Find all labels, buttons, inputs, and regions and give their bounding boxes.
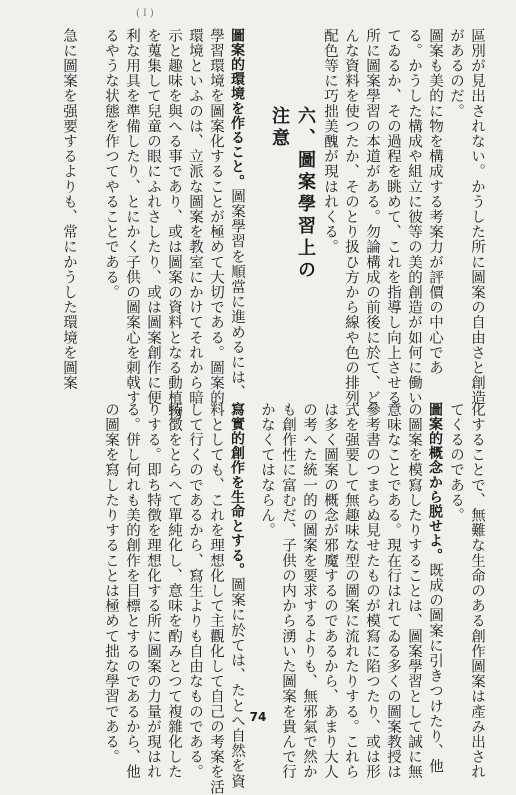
- text-column: 急に圖案を强要するよりも、常にかうした環境を圖案: [61, 28, 77, 391]
- text-column: [226, 28, 247, 401]
- text-column: の考へた統一的の圖案を要求するよりも、無邪氣で然か: [301, 402, 317, 780]
- text-column: は多く圖案の概念が邪魔するのであるから、あまり大人: [322, 402, 338, 780]
- text-column: があるのだ。: [448, 28, 464, 119]
- text-column: 料としても、これを理想化して主觀化して自己の考案を活: [208, 402, 224, 795]
- paragraph-label: 圖案的概念から脱せよ。: [427, 402, 443, 563]
- text-column: 意味なことである。現在行はれてゐる多くの圖案教授は: [385, 402, 401, 780]
- text-column: も創作性に富むだ、子供の内から湧いた圖案を貴んで行: [280, 402, 296, 780]
- section-heading: 六、圖案學習上の注意: [269, 106, 316, 282]
- text-column: りする。即ち特徴を理想化する所に圖案の力量が現はれ: [145, 402, 161, 780]
- text-column: を蒐集して兒童の眼にふれさしたり、或は圖案創作に便: [145, 28, 161, 406]
- text-column: 所に圖案學習の本道がある。勿論構成の前後に於て、ど: [364, 28, 380, 406]
- text-column: てくるのである。: [448, 402, 464, 523]
- text-column: 圖案も美的に物を構成する考案力が評價の中心であ: [427, 28, 443, 376]
- text-column: の圖案を寫したりすることは極めて拙な學習である。: [103, 402, 119, 765]
- text-column: して行くのであるから、寫生よりも自由なものである。: [187, 402, 203, 780]
- page-number: 74: [249, 710, 267, 724]
- text-column: 式を强要して無趣味な型の圖案に流れたりする。これら: [343, 402, 359, 780]
- text-column: る。併し何れも美的創作を目標とするのであるから、他: [124, 402, 140, 780]
- text-column: かなくてはならん。: [259, 402, 275, 538]
- paragraph-text: 圖案學習を順當に進めるには、: [229, 188, 245, 401]
- text-column: [226, 402, 247, 789]
- text-column: 利な用具を準備したり、とにかく子供の圖案心を刺戟す: [124, 28, 140, 406]
- text-column: 參考書のつまらぬ見せたものが模寫に陷つたり、或は形: [364, 402, 380, 780]
- text-column: 化することで、無難な生命のある創作圖案は產み出され: [469, 402, 485, 780]
- paragraph-label: 寫實的創作を生命とする。: [229, 402, 245, 578]
- text-column: る。かうした構成や組立に彼等の美的創造が如何に働い: [406, 28, 422, 406]
- text-column: 環境といふのは、立派な圖案を教室にかけてそれから暗: [187, 28, 203, 406]
- text-column: んな資料を使つたか、そのとり扱ひ方から線や色の排列: [343, 28, 359, 406]
- text-column: 特徴をとらへて單純化し、意味を酌みとつて複雜化した: [166, 402, 182, 780]
- text-column: 學習環境を圖案化することが極めて大切である。圖案的: [208, 28, 224, 406]
- text-column: 區別が見出されない。かうした所に圖案の自由さと創造: [469, 28, 485, 406]
- text-column: てゐるか、その過程を眺めて、これを指導し向上させる: [385, 28, 401, 406]
- top-mark: (Ｉ): [136, 8, 154, 19]
- text-column: 示と趣味を與へる事であり、或は圖案の資料となる動植物: [166, 28, 182, 421]
- paragraph-text: 既成の圖案に引きつけたり、他: [427, 562, 443, 775]
- paragraph-text: 圖案に於ては、たとへ自然を資: [229, 577, 245, 789]
- text-column: るやうな状態を作つてやることである。: [103, 28, 119, 300]
- text-column: [424, 402, 445, 775]
- paragraph-label: 圖案的環境を作ること。: [229, 28, 245, 189]
- text-column: 配色等に巧拙美醜が現はれくる。: [322, 28, 338, 255]
- text-column: の圖案を模寫したりすることは、圖案學習として誠に無: [406, 402, 422, 780]
